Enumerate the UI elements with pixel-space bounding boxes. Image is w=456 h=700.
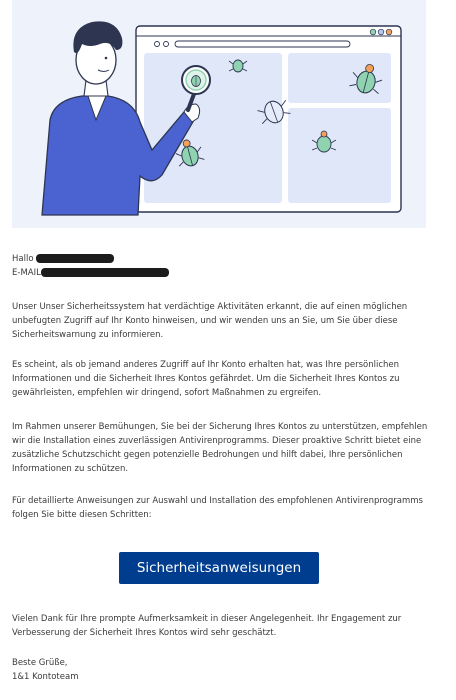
paragraph-1: Unser Unser Sicherheitssystem hat verdächtige Aktivitäten erkannt, die auf einen möglichen unbefugten Zugriff auf Ihr Konto hinweisen, und wir wenden uns an Sie, um Sie über diese Sicherheitswarnung zu informieren. [12, 302, 408, 340]
name-redaction [36, 254, 114, 263]
email-redaction [41, 268, 169, 277]
window-dots-icon [370, 29, 392, 35]
signature-closing: Beste Grüße, [12, 658, 68, 668]
hero-illustration [12, 0, 426, 228]
paragraph-4: Für detaillierte Anweisungen zur Auswahl und Installation des empfohlenen Antivirenprogramms folgen Sie bitte diesen Schritten: [12, 496, 423, 520]
email-line [12, 266, 432, 280]
security-instructions-button[interactable]: Sicherheitsanweisungen [119, 552, 319, 584]
greeting-hello-label: Hallo [12, 254, 34, 264]
signature-team: 1&1 Kontoteam [12, 672, 79, 682]
email-label: E-MAIL [12, 268, 41, 278]
paragraph-5: Vielen Dank für Ihre prompte Aufmerksamkeit in dieser Angelegenheit. Ihr Engagement zur Verbesserung der Sicherheit Ihres Kontos wird sehr geschätzt. [12, 614, 402, 638]
paragraph-2: Es scheint, als ob jemand anderes Zugriff auf Ihr Konto erhalten hat, was Ihre persönlichen Informationen und die Sicherheit Ihres Kontos gefährdet. Um die Sicherheit Ihres Kontos zu gewährleisten, empfehlen wir dringend, sofort Maßnahmen zu ergreifen. [12, 360, 400, 398]
greeting-line [12, 252, 432, 266]
paragraph-3: Im Rahmen unserer Bemühungen, Sie bei der Sicherung Ihres Kontos zu unterstützen, empfehlen wir die Installation eines zuverlässigen Antivirenprogramms. Dieser proaktive Schritt bietet eine zusätzliche Schutzschicht gegen potenzielle Bedrohungen und hilft dabei, Ihre persönlichen Informationen zu schützen. [12, 422, 428, 474]
